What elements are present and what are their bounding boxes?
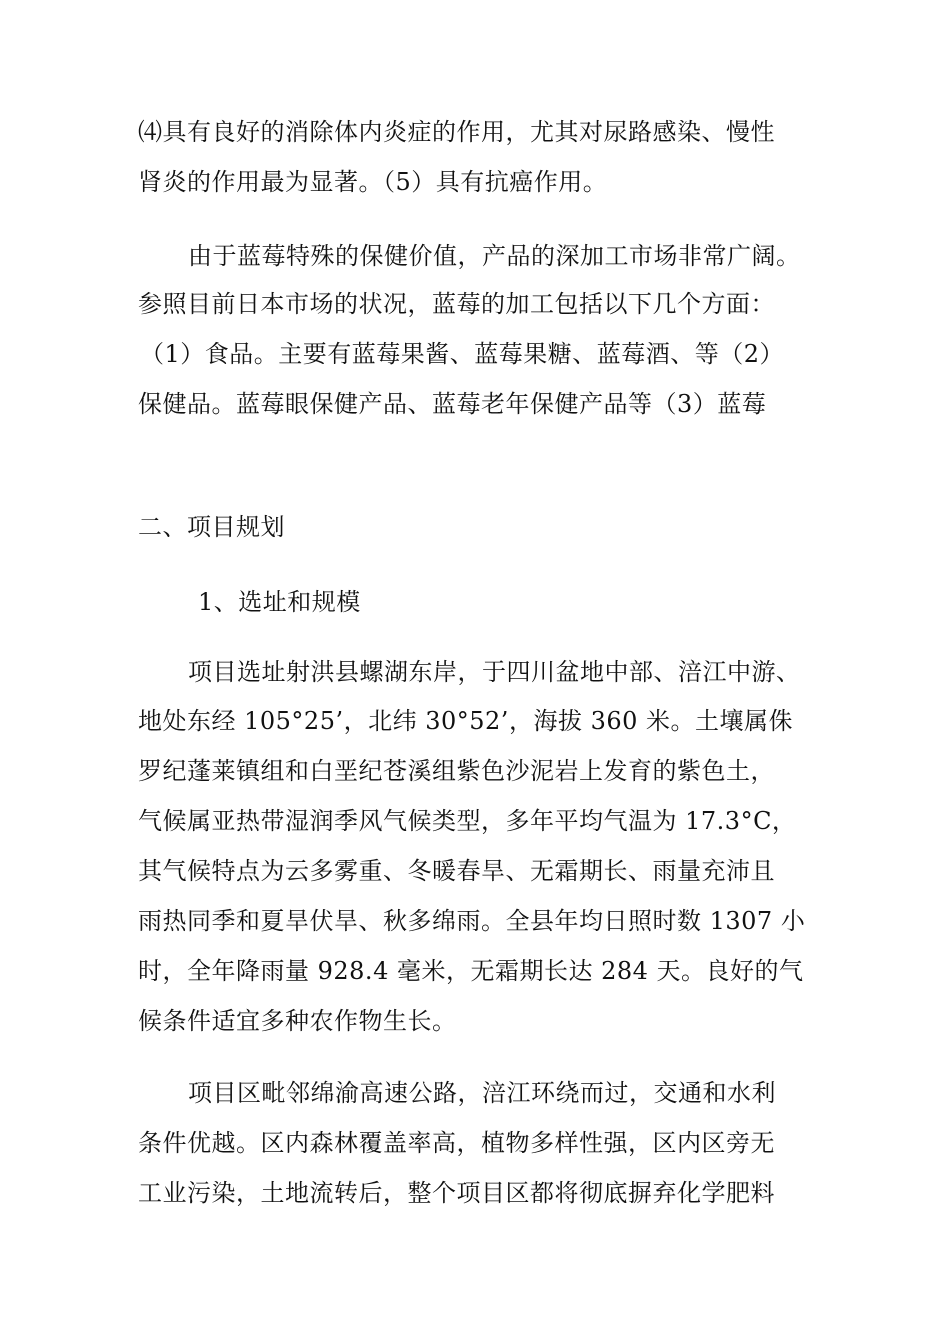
paragraph-2-line-1: 由于蓝莓特殊的保健价值，产品的深加工市场非常广阔。 (188, 242, 801, 270)
paragraph-3-line-3: 罗纪蓬莱镇组和白垩纪苍溪组紫色沙泥岩上发育的紫色土， (138, 757, 775, 785)
paragraph-2-line-2: 参照目前日本市场的状况，蓝莓的加工包括以下几个方面： (138, 290, 775, 318)
section-heading: 二、项目规划 (138, 513, 285, 541)
paragraph-1-line-1: ⑷具有良好的消除体内炎症的作用，尤其对尿路感染、慢性 (138, 118, 775, 146)
subsection-heading: 1、选址和规模 (198, 588, 361, 616)
paragraph-3-line-5: 其气候特点为云多雾重、冬暖春旱、无霜期长、雨量充沛且 (138, 857, 775, 885)
paragraph-4-line-2: 条件优越。区内森林覆盖率高，植物多样性强，区内区旁无 (138, 1129, 775, 1157)
paragraph-2-line-3: （1）食品。主要有蓝莓果酱、蓝莓果糖、蓝莓酒、等（2） (140, 340, 785, 368)
paragraph-2-line-4: 保健品。蓝莓眼保健产品、蓝莓老年保健产品等（3）蓝莓 (138, 390, 767, 418)
paragraph-3-line-2: 地处东经 105°25’，北纬 30°52’，海拔 360 米。土壤属侏 (138, 707, 794, 735)
paragraph-3-line-4: 气候属亚热带湿润季风气候类型，多年平均气温为 17.3°C， (138, 807, 797, 835)
paragraph-3-line-7: 时，全年降雨量 928.4 毫米，无霜期长达 284 天。良好的气 (138, 957, 804, 985)
paragraph-3-line-6: 雨热同季和夏旱伏旱、秋多绵雨。全县年均日照时数 1307 小 (138, 907, 806, 935)
paragraph-4-line-3: 工业污染，土地流转后，整个项目区都将彻底摒弃化学肥料 (138, 1179, 775, 1207)
paragraph-3-line-1: 项目选址射洪县螺湖东岸，于四川盆地中部、涪江中游、 (188, 658, 801, 686)
paragraph-1-line-2: 肾炎的作用最为显著。（5）具有抗癌作用。 (138, 168, 608, 196)
paragraph-3-line-8: 候条件适宜多种农作物生长。 (138, 1007, 457, 1035)
paragraph-4-line-1: 项目区毗邻绵渝高速公路，涪江环绕而过，交通和水利 (188, 1079, 776, 1107)
